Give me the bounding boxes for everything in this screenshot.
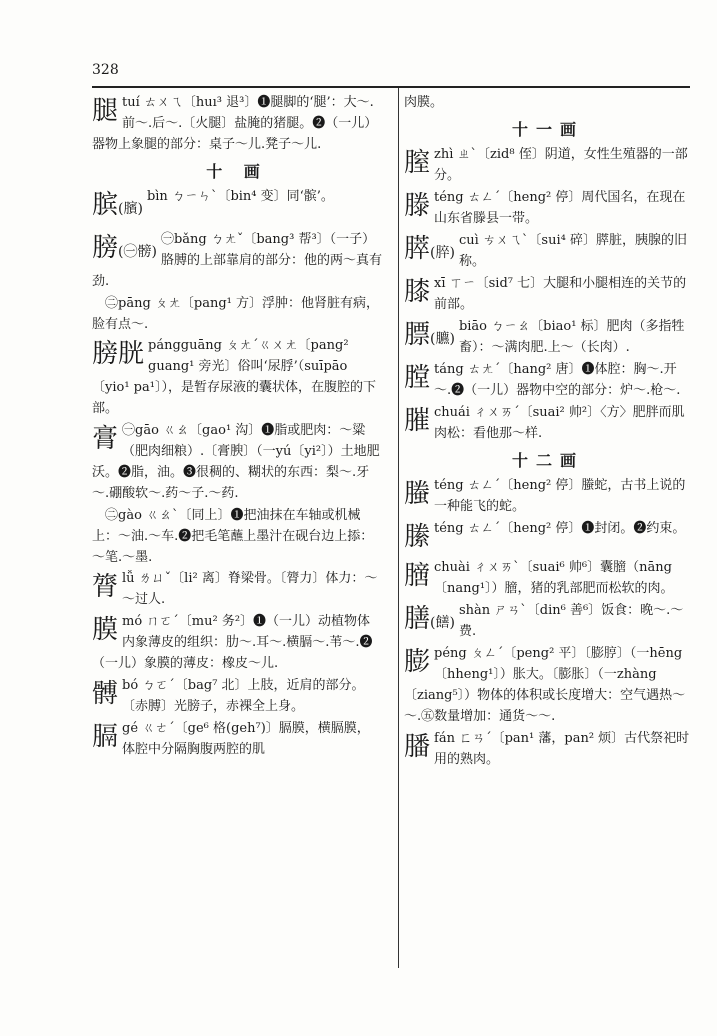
dictionary-entry — [92, 420, 382, 504]
variant-form: (饍) — [430, 615, 455, 631]
definition: táng ㄊㄤˊ〔hang² 唐〕❶体腔：胸～.开～.❷（一儿）器物中空的部分：炉～.枪～. — [434, 362, 681, 398]
dictionary-entry — [404, 728, 692, 770]
definition: zhì ㄓˋ〔zid⁸ 侄〕阴道，女性生殖器的一部分。 — [434, 147, 688, 183]
definition: téng ㄊㄥˊ〔heng² 停〕❶封闭。❷约束。 — [434, 521, 686, 536]
headword: 膘(臕) — [404, 320, 455, 350]
definition: mó ㄇㄛˊ〔mu² 务²〕❶（一儿）动植物体内象薄皮的组织：肋～.耳～.横膈～.苇～.❷（一儿）象膜的薄皮：橡皮～儿. — [92, 614, 373, 671]
section-heading: 十一画 — [511, 120, 584, 139]
dictionary-entry — [404, 600, 692, 642]
sub-definition: ㊁gào ㄍㄠˋ〔同上〕❶把油抹在车轴或机械上：～油.～车.❷把毛笔蘸上墨汁在砚台边上掭：～笔.～墨. — [92, 508, 374, 565]
headword: 膪 — [404, 561, 431, 591]
dictionary-entry — [92, 229, 382, 292]
sub-definition: ㊁pāng ㄆㄤ〔pang¹ 方〕浮肿：他肾脏有病，脸有点～. — [92, 296, 380, 332]
headword: 髆 — [92, 679, 119, 709]
right-column — [404, 92, 692, 771]
headword: 膀(㊀髈) — [92, 233, 157, 263]
continued-text: 肉膜。 — [404, 95, 444, 110]
headword: 腿 — [92, 96, 119, 126]
headword: 螣 — [404, 479, 431, 509]
definition: chuái ㄔㄨㄞˊ〔suai² 帅²〕〈方〉肥胖而肌肉松：看他那～样. — [434, 405, 685, 441]
dictionary-entry — [404, 518, 692, 556]
definition: xī ㄒㄧ〔sid⁷ 七〕大腿和小腿相连的关节的前部。 — [434, 276, 687, 312]
headword: 膛 — [404, 363, 431, 393]
headword: 膈 — [92, 722, 119, 752]
headword: 縢 — [404, 522, 431, 552]
dictionary-entry — [92, 675, 382, 717]
header-rule — [92, 86, 690, 88]
headword: 膵(脺) — [404, 234, 455, 264]
headword: 膨 — [404, 647, 431, 677]
definition: tuí ㄊㄨㄟ〔huı³ 退³〕❶腿脚的‘腿’：大～.前～.后～.〔火腿〕盐腌的猪腿。❷（一儿）器物上象腿的部分：桌子～儿.凳子～儿. — [92, 95, 378, 152]
dictionary-entry — [92, 611, 382, 674]
column-divider — [398, 88, 399, 968]
dictionary-entry — [404, 557, 692, 599]
definition: téng ㄊㄥˊ〔heng² 停〕螣蛇，古书上说的一种能飞的蛇。 — [434, 478, 686, 514]
headword: 膂 — [92, 572, 119, 602]
definition: bìn ㄅㄧㄣˋ〔bin⁴ 变〕同‘髌’。 — [146, 189, 334, 204]
definition: lǚ ㄌㄩˇ〔li² 离〕脊梁骨。〔膂力〕体力：～～过人. — [122, 571, 378, 607]
dictionary-entry — [404, 230, 692, 272]
definition: biāo ㄅㄧㄠ〔biao¹ 标〕肥肉（多指牲畜）：～满肉肥.上～（长肉）. — [458, 319, 685, 355]
definition: gé ㄍㄜˊ〔ge⁶ 格(geh⁷)〕膈膜，横膈膜，体腔中分隔胸腹两腔的肌 — [122, 721, 370, 757]
page-number: 328 — [92, 62, 119, 78]
left-column — [92, 92, 382, 761]
headword: 膜 — [92, 615, 119, 645]
dictionary-entry — [404, 273, 692, 315]
headword: 膑(臏) — [92, 190, 143, 220]
headword: 膝 — [404, 277, 431, 307]
definition: pángguāng ㄆㄤˊㄍㄨㄤ〔pang² guang¹ 旁光〕俗叫‘尿脬’（suīpāo〔yio¹ pa¹〕），是暂存尿液的囊状体，在腹腔的下部。 — [92, 338, 376, 416]
definition: fán ㄈㄢˊ〔pan¹ 藩，pan² 烦〕古代祭祀时用的熟肉。 — [434, 731, 690, 767]
dictionary-entry — [404, 475, 692, 517]
definition: cuì ㄘㄨㄟˋ〔sui⁴ 碎〕膵脏，胰腺的旧称。 — [458, 233, 687, 269]
definition: téng ㄊㄥˊ〔heng² 停〕周代国名，在现在山东省滕县一带。 — [434, 190, 686, 226]
section-heading: 十 画 — [206, 162, 268, 181]
headword: 膀胱 — [92, 339, 145, 369]
headword: 膣 — [404, 148, 431, 178]
variant-form: (脺) — [430, 245, 455, 261]
dictionary-entry — [404, 187, 692, 229]
definition: shàn ㄕㄢˋ〔din⁶ 善⁶〕饭食：晚～.～费. — [458, 603, 684, 639]
dictionary-entry — [404, 402, 692, 444]
variant-form: (臕) — [430, 331, 455, 347]
dictionary-entry — [404, 643, 692, 727]
headword: 膗 — [404, 406, 431, 436]
dictionary-entry — [92, 568, 382, 610]
dictionary-entry — [404, 359, 692, 401]
dictionary-entry — [404, 144, 692, 186]
definition: péng ㄆㄥˊ〔peng² 平〕〔膨脝〕（一hēng〔hheng¹〕）胀大。〔膨胀〕（一zhàng〔ziang⁵〕）物体的体积或长度增大：空气遇热～～.㊄数量增加：通货～～. — [404, 646, 686, 724]
headword: 膳(饍) — [404, 604, 455, 634]
headword: 滕 — [404, 191, 431, 221]
dictionary-entry — [92, 92, 382, 155]
definition: ㊀bǎng ㄅㄤˇ〔bang³ 帮³〕（一子）胳膊的上部靠肩的部分：他的两～真有劲. — [92, 232, 382, 289]
variant-form: (㊀髈) — [118, 244, 157, 260]
dictionary-entry — [92, 335, 382, 419]
headword: 膰 — [404, 732, 431, 762]
headword: 膏 — [92, 424, 119, 454]
definition: ㊀gāo ㄍㄠ〔gao¹ 沟〕❶脂或肥肉：～粱（肥肉细粮）.〔膏腴〕（一yú〔yi²〕）土地肥沃。❷脂，油。❸很稠的、糊状的东西：梨～.牙～.硼酸软～.药～子.～药. — [92, 423, 380, 501]
dictionary-entry — [92, 186, 382, 228]
definition: bó ㄅㄛˊ〔bag⁷ 北〕上肢，近肩的部分。〔赤膊〕光膀子，赤裸全上身。 — [122, 678, 365, 714]
section-heading: 十二画 — [511, 451, 584, 470]
dictionary-entry — [92, 718, 382, 760]
definition: chuài ㄔㄨㄞˋ〔suai⁶ 帅⁶〕囊膪（nāng〔nang¹〕）膪，猪的乳部肥而松软的肉。 — [434, 560, 674, 596]
dictionary-entry — [404, 316, 692, 358]
variant-form: (臏) — [118, 201, 143, 217]
